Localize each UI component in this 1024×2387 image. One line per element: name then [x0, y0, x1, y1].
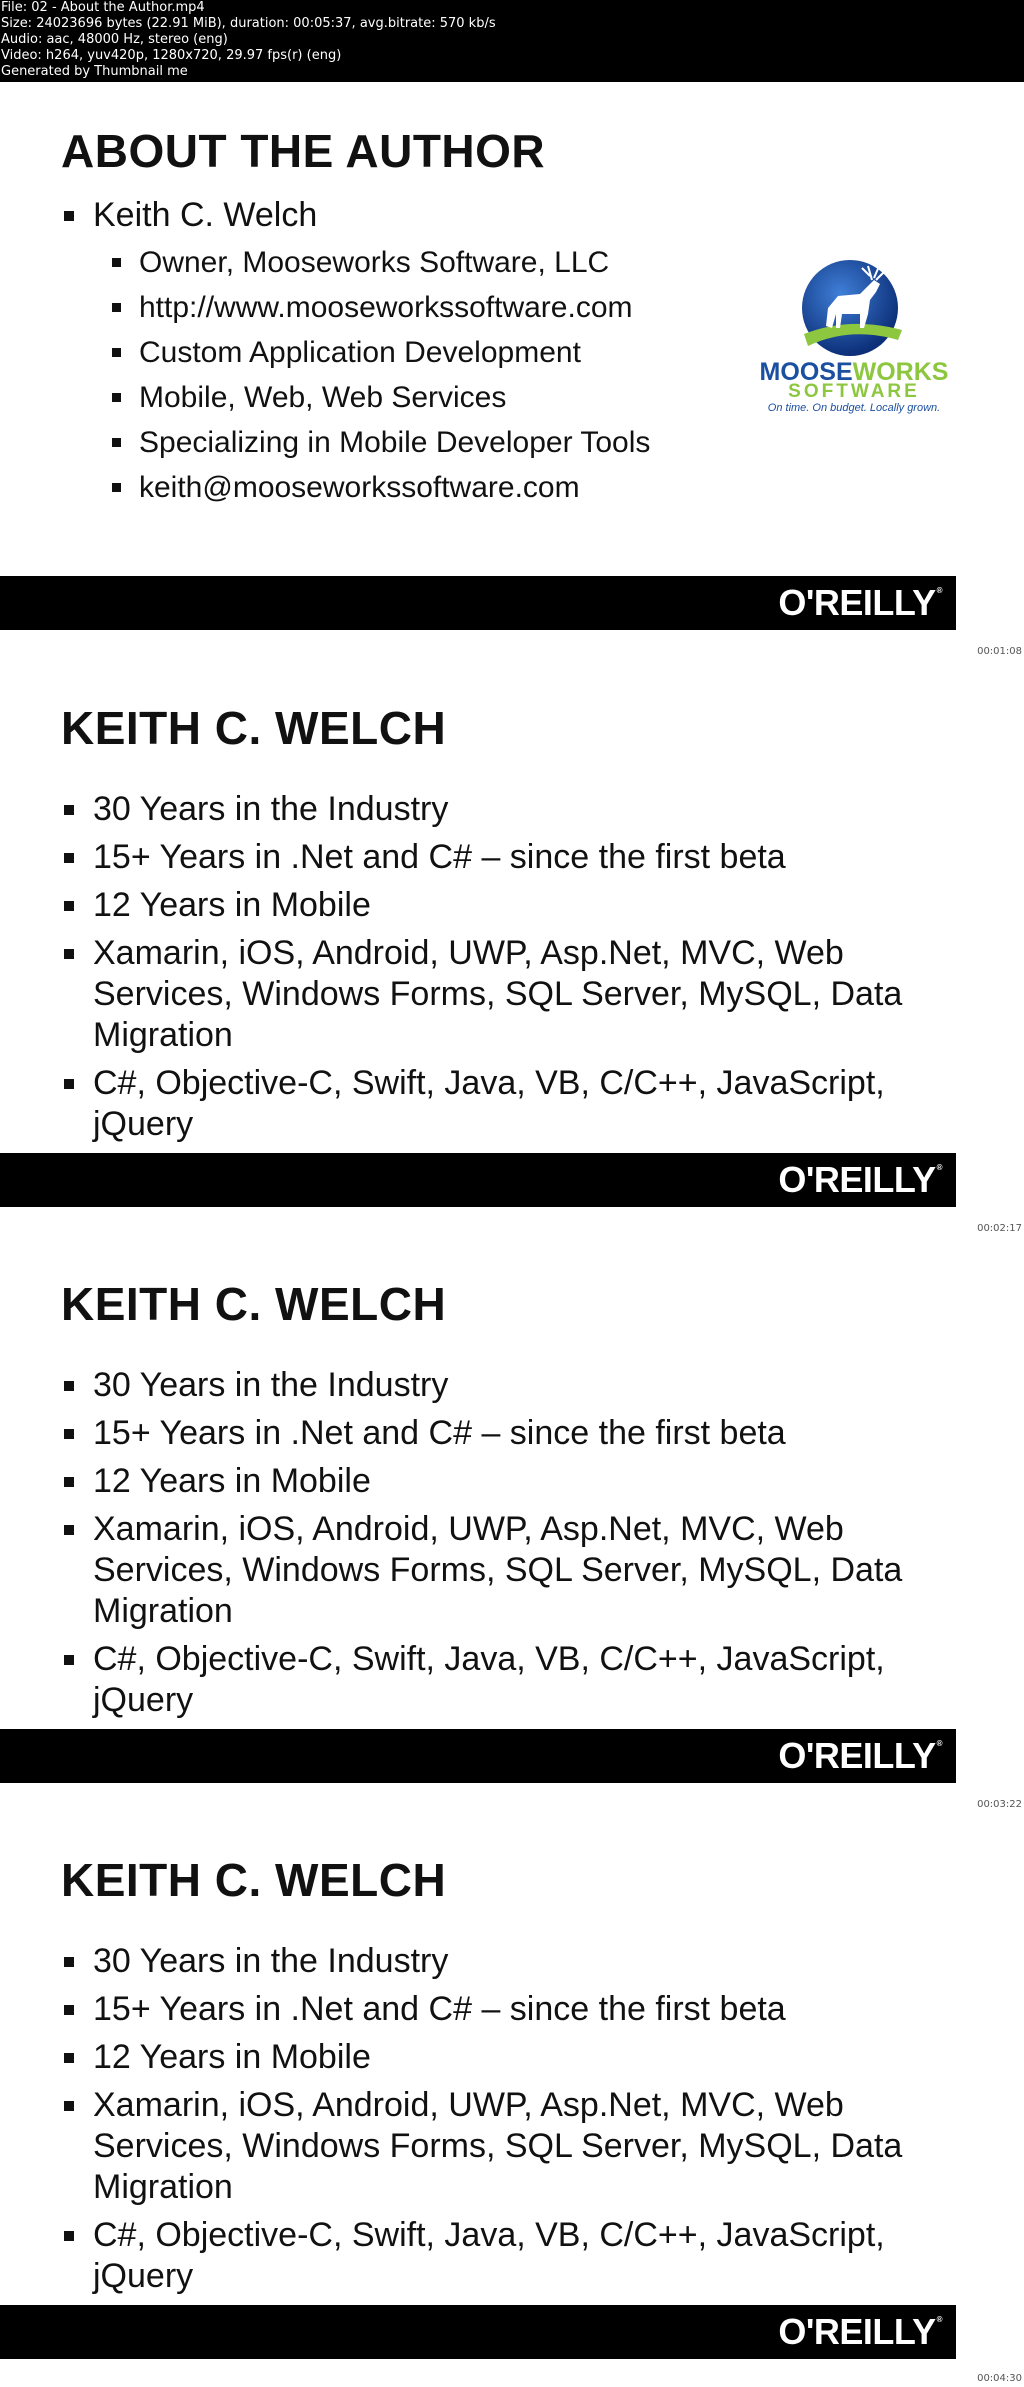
timestamp: 00:01:08	[977, 646, 1022, 657]
video-info-header	[0, 0, 1024, 82]
oreilly-logo	[778, 1735, 942, 1777]
oreilly-wordmark: O'REILLY	[778, 1735, 936, 1776]
oreilly-wordmark: O'REILLY	[778, 582, 936, 623]
oreilly-footer-bar	[0, 576, 956, 630]
timestamp: 00:04:30	[977, 2373, 1022, 2384]
oreilly-wordmark: O'REILLY	[778, 1159, 936, 1200]
sub-bullet-item: Specializing in Mobile Developer Tools	[109, 420, 650, 465]
bullet-item: 30 Years in the Industry	[61, 1941, 973, 1982]
sub-bullet-item: Mobile, Web, Web Services	[109, 375, 650, 420]
slide-keith-c-welch	[0, 659, 1024, 1234]
sub-bullet-item: Owner, Mooseworks Software, LLC	[109, 240, 650, 285]
oreilly-logo	[778, 1159, 942, 1201]
slide-title: KEITH C. WELCH	[61, 702, 447, 754]
bullet-item: 12 Years in Mobile	[61, 885, 973, 926]
bullet-item: 30 Years in the Industry	[61, 789, 973, 830]
bullet-item: Xamarin, iOS, Android, UWP, Asp.Net, MVC, Web Services, Windows Forms, SQL Server, MySQL, Data Migration	[61, 2085, 973, 2208]
info-line-video: Video: h264, yuv420p, 1280x720, 29.97 fps(r) (eng)	[1, 48, 342, 63]
bullet-item: 30 Years in the Industry	[61, 1365, 973, 1406]
bullet-item: C#, Objective-C, Swift, Java, VB, C/C++, JavaScript, jQuery	[61, 2215, 973, 2297]
oreilly-wordmark: O'REILLY	[778, 2311, 936, 2352]
oreilly-footer-bar	[0, 1729, 956, 1783]
oreilly-logo	[778, 582, 942, 624]
bullet-item: 12 Years in Mobile	[61, 2037, 973, 2078]
bullet-list	[61, 195, 317, 236]
info-line-generator: Generated by Thumbnail me	[1, 64, 188, 79]
bullet-item: Keith C. Welch	[61, 195, 317, 236]
sub-bullet-item: keith@mooseworkssoftware.com	[109, 465, 650, 510]
oreilly-footer-bar	[0, 2305, 956, 2359]
sub-bullet-item: http://www.mooseworkssoftware.com	[109, 285, 650, 330]
logo-word-moose: MOOSE	[759, 358, 853, 386]
info-line-audio: Audio: aac, 48000 Hz, stereo (eng)	[1, 32, 228, 47]
moose-globe-icon	[742, 256, 966, 360]
oreilly-logo	[778, 2311, 942, 2353]
timestamp: 00:02:17	[977, 1223, 1022, 1234]
slide-keith-c-welch	[0, 1811, 1024, 2384]
trademark-symbol: ®	[936, 2315, 942, 2324]
oreilly-footer-bar	[0, 1153, 956, 1207]
slide-title: ABOUT THE AUTHOR	[61, 125, 546, 177]
bullet-list	[61, 1365, 973, 1721]
bullet-item: 15+ Years in .Net and C# – since the first beta	[61, 1413, 973, 1454]
slide-title: KEITH C. WELCH	[61, 1854, 447, 1906]
sub-bullet-list	[109, 240, 650, 510]
logo-tagline: On time. On budget. Locally grown.	[767, 402, 941, 414]
bullet-item: Xamarin, iOS, Android, UWP, Asp.Net, MVC, Web Services, Windows Forms, SQL Server, MySQL, Data Migration	[61, 1509, 973, 1632]
bullet-list	[61, 789, 973, 1145]
bullet-item: C#, Objective-C, Swift, Java, VB, C/C++, JavaScript, jQuery	[61, 1063, 973, 1145]
bullet-item: 15+ Years in .Net and C# – since the first beta	[61, 1989, 973, 2030]
trademark-symbol: ®	[936, 586, 942, 595]
bullet-item: 12 Years in Mobile	[61, 1461, 973, 1502]
timestamp: 00:03:22	[977, 1799, 1022, 1810]
mooseworks-logo	[742, 256, 966, 416]
slide-title: KEITH C. WELCH	[61, 1278, 447, 1330]
bullet-item: C#, Objective-C, Swift, Java, VB, C/C++, JavaScript, jQuery	[61, 1639, 973, 1721]
sub-bullet-item: Custom Application Development	[109, 330, 650, 375]
logo-word-works: WORKS	[852, 358, 949, 386]
info-line-size: Size: 24023696 bytes (22.91 MiB), duration: 00:05:37, avg.bitrate: 570 kb/s	[1, 16, 496, 31]
info-line-file: File: 02 - About the Author.mp4	[1, 0, 205, 15]
slide-keith-c-welch	[0, 1235, 1024, 1810]
logo-word-software: SOFTWARE	[788, 381, 920, 402]
bullet-item: Xamarin, iOS, Android, UWP, Asp.Net, MVC, Web Services, Windows Forms, SQL Server, MySQL, Data Migration	[61, 933, 973, 1056]
trademark-symbol: ®	[936, 1163, 942, 1172]
bullet-list	[61, 1941, 973, 2297]
bullet-item: 15+ Years in .Net and C# – since the first beta	[61, 837, 973, 878]
slide-about-the-author	[0, 82, 1024, 657]
trademark-symbol: ®	[936, 1739, 942, 1748]
